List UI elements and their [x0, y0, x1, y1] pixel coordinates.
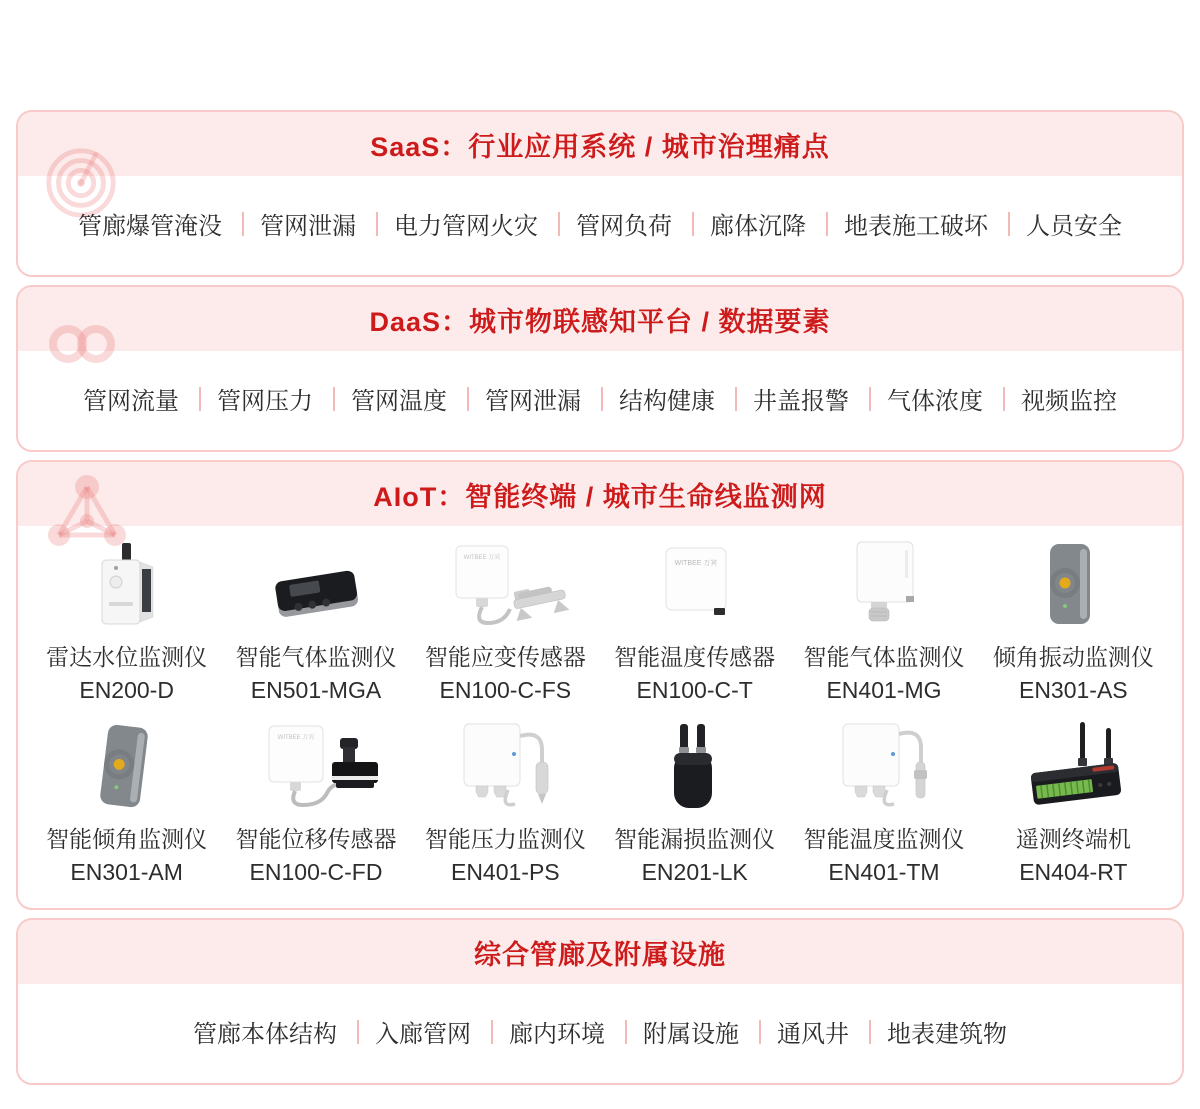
daas-items-row [18, 351, 1182, 450]
product-card [32, 720, 221, 888]
gallery-item: 附属设施 [607, 1014, 741, 1049]
saas-item: 管网泄漏 [224, 206, 358, 241]
product-card [789, 538, 978, 706]
product-card [411, 538, 600, 706]
product-name: 倾角振动监测仪 [992, 644, 1154, 670]
product-model: EN401-PS [450, 859, 560, 885]
daas-item: 管网压力 [181, 381, 315, 416]
strain-sensor-device-image [411, 538, 600, 638]
daas-section [16, 285, 1184, 452]
gallery-section-title: 综合管廊及附属设施 [18, 920, 1182, 984]
product-model: EN501-MGA [250, 677, 382, 703]
product-name: 智能气体监测仪 [235, 644, 397, 670]
product-model: EN200-D [79, 677, 174, 703]
product-name: 雷达水位监测仪 [46, 644, 208, 670]
gas-monitor-device-image [789, 538, 978, 638]
leak-monitor-device-image [600, 720, 789, 820]
aiot-product-grid [18, 526, 1182, 908]
saas-item: 人员安全 [990, 206, 1124, 241]
product-name: 智能位移传感器 [235, 826, 397, 852]
product-name: 智能倾角监测仪 [46, 826, 208, 852]
gallery-item: 通风井 [741, 1014, 851, 1049]
product-model: EN100-C-T [636, 677, 753, 703]
product-name: 智能温度传感器 [614, 644, 776, 670]
product-card [600, 538, 789, 706]
product-card [32, 538, 221, 706]
product-card [979, 538, 1168, 706]
gallery-item: 管廊本体结构 [193, 1021, 337, 1048]
daas-item: 结构健康 [583, 381, 717, 416]
product-card [600, 720, 789, 888]
temperature-sensor-device-image [600, 538, 789, 638]
gallery-item: 地表建筑物 [851, 1014, 1009, 1049]
device-logo-text: WITBEE 万宾 [463, 555, 501, 561]
product-card [411, 720, 600, 888]
gallery-item: 廊内环境 [473, 1014, 607, 1049]
device-logo-text: WITBEE 万宾 [674, 560, 718, 567]
product-name: 智能气体监测仪 [803, 644, 965, 670]
product-name: 智能压力监测仪 [424, 826, 586, 852]
temperature-monitor-device-image [789, 720, 978, 820]
product-model: EN100-C-FD [249, 859, 383, 885]
saas-item: 电力管网火灾 [358, 206, 540, 241]
product-model: EN404-RT [1019, 859, 1128, 885]
saas-section [16, 110, 1184, 277]
gallery-item: 入廊管网 [339, 1014, 473, 1049]
daas-section-title: DaaS：城市物联感知平台 / 数据要素 [18, 287, 1182, 351]
daas-item: 管网温度 [315, 381, 449, 416]
product-name: 智能应变传感器 [424, 644, 586, 670]
displacement-sensor-device-image [221, 720, 410, 820]
product-model: EN301-AM [70, 859, 183, 885]
product-name: 智能漏损监测仪 [614, 826, 776, 852]
product-model: EN401-MG [826, 677, 942, 703]
product-card [979, 720, 1168, 888]
aiot-section-title: AIoT：智能终端 / 城市生命线监测网 [18, 462, 1182, 526]
daas-item: 管网流量 [83, 388, 179, 415]
tilt-monitor-device-image [32, 720, 221, 820]
gallery-section [16, 918, 1184, 1085]
product-model: EN201-LK [641, 859, 748, 885]
saas-section-title: SaaS：行业应用系统 / 城市治理痛点 [18, 112, 1182, 176]
daas-item: 视频监控 [985, 381, 1119, 416]
flat-gas-monitor-device-image [221, 538, 410, 638]
telemetry-terminal-device-image [979, 720, 1168, 820]
saas-item: 管网负荷 [540, 206, 674, 241]
product-name: 智能温度监测仪 [803, 826, 965, 852]
product-card [221, 720, 410, 888]
saas-items-row [18, 176, 1182, 275]
radar-water-level-device-image [32, 538, 221, 638]
daas-item: 气体浓度 [851, 381, 985, 416]
product-name: 遥测终端机 [1015, 826, 1131, 852]
saas-item: 廊体沉降 [674, 206, 808, 241]
tilt-vibration-device-image [979, 538, 1168, 638]
product-model: EN401-TM [828, 859, 940, 885]
daas-item: 井盖报警 [717, 381, 851, 416]
aiot-section [16, 460, 1184, 910]
device-logo-text: WITBEE 万宾 [277, 735, 315, 741]
gallery-items-row [18, 984, 1182, 1083]
daas-item: 管网泄漏 [449, 381, 583, 416]
product-model: EN100-C-FS [439, 677, 572, 703]
product-card [221, 538, 410, 706]
product-model: EN301-AS [1018, 677, 1128, 703]
saas-item: 管廊爆管淹没 [78, 213, 222, 240]
pressure-monitor-device-image [411, 720, 600, 820]
product-card [789, 720, 978, 888]
saas-item: 地表施工破坏 [808, 206, 990, 241]
